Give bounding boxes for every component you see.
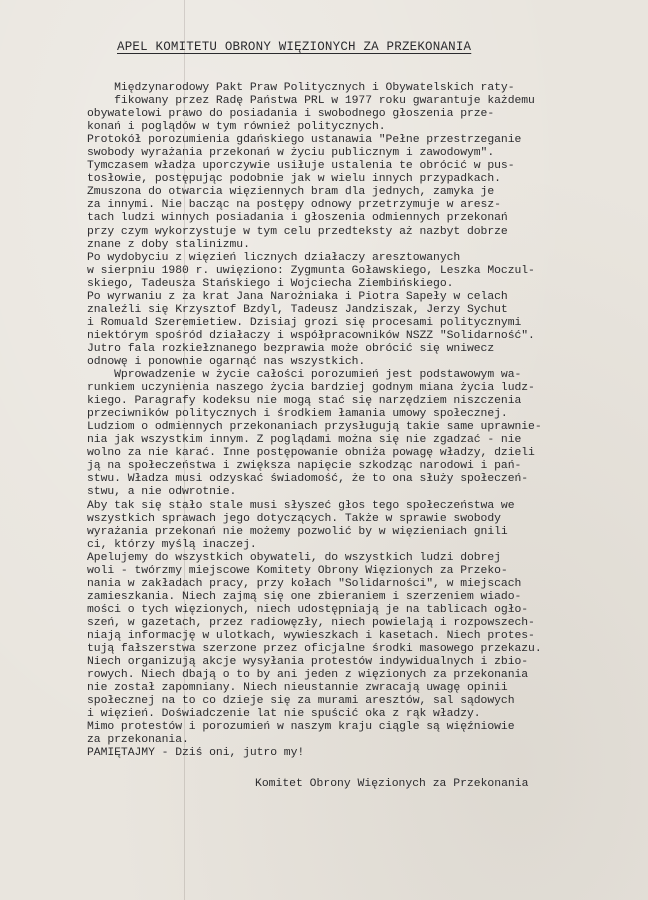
text-line: zamieszkania. Niech zajmą się one zbieraniem i szerzeniem wiado- <box>87 590 522 603</box>
text-line: przeciwników politycznych i środkiem łamania umowy społecznej. <box>87 408 508 421</box>
text-line: PAMIĘTAJMY - Dziś oni, jutro my! <box>87 747 305 760</box>
text-line: Mimo protestów i porozumień w naszym kraju ciągle są więźniowie <box>87 721 515 734</box>
text-line: Aby tak się stało stale musi słyszeć głos tego społeczeństwa we <box>87 499 515 512</box>
text-line: Jutro fala rozkiełznanego bezprawia może obrócić się wniwecz <box>87 342 495 355</box>
text-line: stwu. Władza musi odzyskać świadomość, że to ona służy społeczeń- <box>87 473 529 486</box>
text-line: odnowę i ponownie ogarnąć nas wszystkich. <box>87 355 366 368</box>
text-line: wolno za nie karać. Inne postępowanie obniża powagę władzy, dzieli <box>87 447 535 460</box>
text-line: Protokół porozumienia gdańskiego ustanawia "Pełne przestrzeganie <box>87 134 522 147</box>
text-line: rowych. Niech dbają o to by ani jeden z więzionych za przekonania <box>87 669 529 682</box>
text-line: nie został zapomniany. Niech nieustannie zwracają uwagę opinii <box>87 682 508 695</box>
text-line: znaleźli się Krzysztof Bzdyl, Tadeusz Jandziszak, Jerzy Sychut <box>87 303 508 316</box>
text-line: Po wydobyciu z więzień licznych działaczy aresztowanych <box>87 251 461 264</box>
text-line: kiego. Paragrafy kodeksu nie mogą stać się narzędziem niszczenia <box>87 395 522 408</box>
text-line: runkiem uczynienia naszego życia bardziej godnym miana życia ludz- <box>87 382 535 395</box>
text-line: tują fałszerstwa szerzone przez oficjalne środki masowego przekazu. <box>87 643 542 656</box>
text-line: wyrażania przekonań nie możemy pozwolić by w więzieniach gnili <box>87 525 508 538</box>
text-line: obywatelowi prawo do posiadania i swobodnego głoszenia prze- <box>87 108 495 121</box>
text-line: znane z doby stalinizmu. <box>87 238 250 251</box>
text-line: nia jak wszystkim innym. Z poglądami można się nie zgadzać - nie <box>87 434 522 447</box>
text-line: woli - twórzmy miejscowe Komitety Obrony Więzionych za Przeko- <box>87 564 508 577</box>
text-line: konań i poglądów w tym również politycznych. <box>87 121 386 134</box>
signature-line: Komitet Obrony Więzionych za Przekonania <box>255 778 529 790</box>
text-line: niektórym spośród działaczy i współpracowników NSZZ "Solidarność". <box>87 329 535 342</box>
text-line: Wprowadzenie w życie całości porozumień jest podstawowym wa- <box>87 369 522 382</box>
text-line: w sierpniu 1980 r. uwięziono: Zygmunta Goławskiego, Leszka Moczul- <box>87 264 535 277</box>
text-line: Po wyrwaniu z za krat Jana Narożniaka i Piotra Sapeły w celach <box>87 290 508 303</box>
text-line: Ludziom o odmiennych przekonaniach przysługują takie same uprawnie- <box>87 421 542 434</box>
text-line: ją na społeczeństwa i zwiększa napięcie szkodząc narodowi i pań- <box>87 460 522 473</box>
text-line: Zmuszona do otwarcia więziennych bram dla jednych, zamyka je <box>87 186 495 199</box>
text-line: szeń, w gazetach, przez radiowęzły, niech powielają i rozpowszech- <box>87 616 535 629</box>
document-title: APEL KOMITETU OBRONY WIĘZIONYCH ZA PRZEKONANIA <box>117 40 472 54</box>
text-line: niają informację w ulotkach, wywieszkach i kasetach. Niech protes- <box>87 629 535 642</box>
text-line: tach ludzi winnych posiadania i głoszenia odmiennych przekonań <box>87 212 508 225</box>
text-line: za przekonania. <box>87 734 189 747</box>
text-line: skiego, Tadeusza Stańskiego i Wojciecha Ziembińskiego. <box>87 277 454 290</box>
text-line: ci, którzy myślą inaczej. <box>87 538 257 551</box>
text-line: Niech organizują akcje wysyłania protestów indywidualnych i zbio- <box>87 656 529 669</box>
text-line: fikowany przez Radę Państwa PRL w 1977 roku gwarantuje każdemu <box>87 95 535 108</box>
text-line: za innymi. Nie bacząc na postępy odnowy przetrzymuje w aresz- <box>87 199 501 212</box>
text-line: przy czym wykorzystuje w tym celu przedteksty aż nazbyt dobrze <box>87 225 508 238</box>
text-line: Międzynarodowy Pakt Praw Politycznych i Obywatelskich raty- <box>87 82 515 94</box>
text-line: tosłowie, postępując podobnie jak w wielu innych przypadkach. <box>87 173 501 186</box>
text-line: społecznej na to co dzieje się za murami aresztów, sal sądowych <box>87 695 515 708</box>
text-line: Apelujemy do wszystkich obywateli, do wszystkich ludzi dobrej <box>87 551 501 564</box>
text-line: stwu, a nie odwrotnie. <box>87 486 237 499</box>
text-line: Tymczasem władza uporczywie usiłuje ustalenia te obrócić w pus- <box>87 160 515 173</box>
text-line: wszystkich sprawach jego dotyczących. Także w sprawie swobody <box>87 512 501 525</box>
text-line: swobody wyrażania przekonań w życiu publicznym i zawodowym". <box>87 147 495 160</box>
text-line: mości o tych więzionych, niech udostępniają je na tablicach ogło- <box>87 603 529 616</box>
text-line: i więzień. Doświadczenie lat nie spuścić oka z rąk władzy. <box>87 708 481 721</box>
text-line: i Romuald Szeremietiew. Dzisiaj grozi się procesami politycznymi <box>87 316 522 329</box>
document-body <box>87 82 607 760</box>
text-line: nania w zakładach pracy, przy kołach "Solidarności", w miejscach <box>87 577 522 590</box>
